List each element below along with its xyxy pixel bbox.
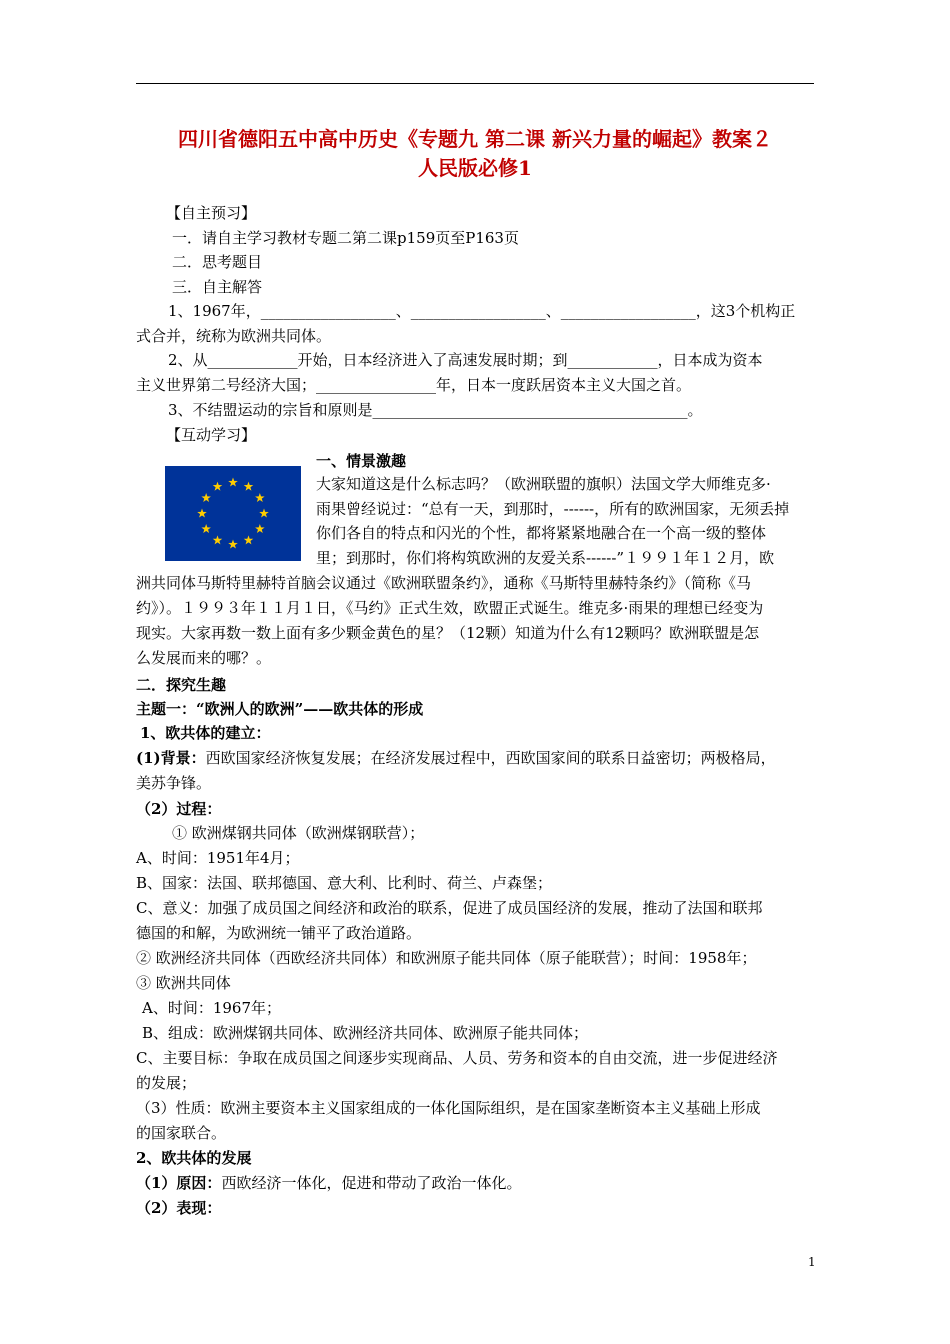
ec-goal-line-1: C、主要目标：争取在成员国之间逐步实现商品、人员、劳务和资本的自由交流，进一步促进经济: [136, 1049, 778, 1067]
preview-item-2: 二．思考题目: [172, 253, 263, 271]
scenario-line-5: 洲共同体马斯特里赫特首脑会议通过《欧洲联盟条约》，通称《马斯特里赫特条约》（简称《马: [136, 574, 752, 592]
scenario-line-3: 你们各自的特点和闪光的个性，都将紧紧地融合在一个高一级的整体: [316, 524, 767, 542]
question-1-line-2: 式合并，统称为欧洲共同体。: [136, 327, 332, 345]
document-title-line2: 人民版必修1: [418, 156, 532, 180]
scenario-line-4: 里；到那时，你们将构筑欧洲的友爱关系------”１９９１年１２月，欧: [316, 549, 775, 567]
ecsc-countries: B、国家：法国、联邦德国、意大利、比利时、荷兰、卢森堡；: [136, 874, 553, 892]
scenario-line-7: 现实。大家再数一数上面有多少颗金黄色的星？（12颗）知道为什么有12颗吗？欧洲联盟是怎: [136, 624, 760, 642]
ecsc-significance-line-2: 德国的和解，为欧洲统一铺平了政治道路。: [136, 924, 422, 942]
ec-time: A、时间：1967年；: [142, 999, 282, 1017]
ec-heading: ③ 欧洲共同体: [136, 974, 231, 992]
background-label: (1)背景：: [136, 749, 206, 767]
header-rule: [136, 83, 814, 84]
ec-composition: B、组成：欧洲煤钢共同体、欧洲经济共同体、欧洲原子能共同体；: [142, 1024, 589, 1042]
eec-euratom-line: ② 欧洲经济共同体（西欧经济共同体）和欧洲原子能共同体（原子能联营）；时间：1958年；: [136, 949, 757, 967]
manifestation-heading: （2）表现：: [136, 1199, 222, 1217]
question-1-line-1: 1、1967年，__________________、__________________、__________________，这3个机构正: [168, 302, 796, 320]
process-heading: （2）过程：: [136, 800, 222, 818]
scenario-line-2: 雨果曾经说过：“总有一天，到那时，------，所有的欧洲国家，无须丢掉: [316, 500, 790, 518]
question-2-line-2: 主义世界第二号经济大国；________________年，日本一度跃居资本主义大国之首。: [136, 376, 692, 394]
ec-goal-line-2: 的发展；: [136, 1074, 197, 1092]
question-2-line-1: 2、从____________开始，日本经济进入了高速发展时期；到____________，日本成为资本: [168, 351, 763, 369]
ecsc-significance-line-1: C、意义：加强了成员国之间经济和政治的联系，促进了成员国经济的发展，推动了法国和联邦: [136, 899, 763, 917]
preview-heading: 【自主预习】: [166, 204, 257, 222]
ec-establishment-heading: 1、欧共体的建立：: [140, 724, 271, 742]
eu-flag-image: [165, 466, 301, 561]
scenario-line-8: 么发展而来的哪？。: [136, 649, 272, 667]
ec-nature-line-1: （3）性质：欧洲主要资本主义国家组成的一体化国际组织，是在国家垄断资本主义基础上形成: [136, 1099, 761, 1117]
preview-item-1: 一．请自主学习教材专题二第二课p159页至P163页: [172, 229, 519, 247]
reason-label: （1）原因：: [136, 1174, 222, 1192]
preview-item-3: 三．自主解答: [172, 278, 263, 296]
scenario-line-1: 大家知道这是什么标志吗？（欧洲联盟的旗帜）法国文学大师维克多·: [316, 475, 771, 493]
explore-heading: 二．探究生趣: [136, 676, 227, 694]
theme-one-heading: 主题一：“欧洲人的欧洲”——欧共体的形成: [136, 700, 424, 718]
reason-text: 西欧经济一体化，促进和带动了政治一体化。: [221, 1174, 522, 1192]
ec-nature-line-2: 的国家联合。: [136, 1124, 227, 1142]
background-line-1: [136, 748, 776, 768]
background-text: 西欧国家经济恢复发展；在经济发展过程中，西欧国家间的联系日益密切；两极格局，: [205, 749, 776, 767]
ecsc-heading: ① 欧洲煤钢共同体（欧洲煤钢联营）；: [172, 824, 425, 842]
interactive-heading: 【互动学习】: [166, 426, 257, 444]
background-line-2: 美苏争锋。: [136, 774, 212, 792]
page-number: 1: [808, 1255, 816, 1269]
section-scenario-heading: 一、情景激趣: [316, 452, 407, 470]
scenario-line-6: 约》）。１９９３年１１月１日，《马约》正式生效，欧盟正式诞生。维克多·雨果的理想已经变为: [136, 599, 764, 617]
ecsc-time: A、时间：1951年4月；: [136, 849, 300, 867]
ec-development-heading: 2、欧共体的发展: [136, 1149, 252, 1167]
reason-line: [136, 1173, 521, 1193]
document-title-line1: 四川省德阳五中高中历史《专题九 第二课 新兴力量的崛起》教案２: [178, 127, 772, 151]
question-3: 3、不结盟运动的宗旨和原则是__________________________________________。: [168, 401, 703, 419]
